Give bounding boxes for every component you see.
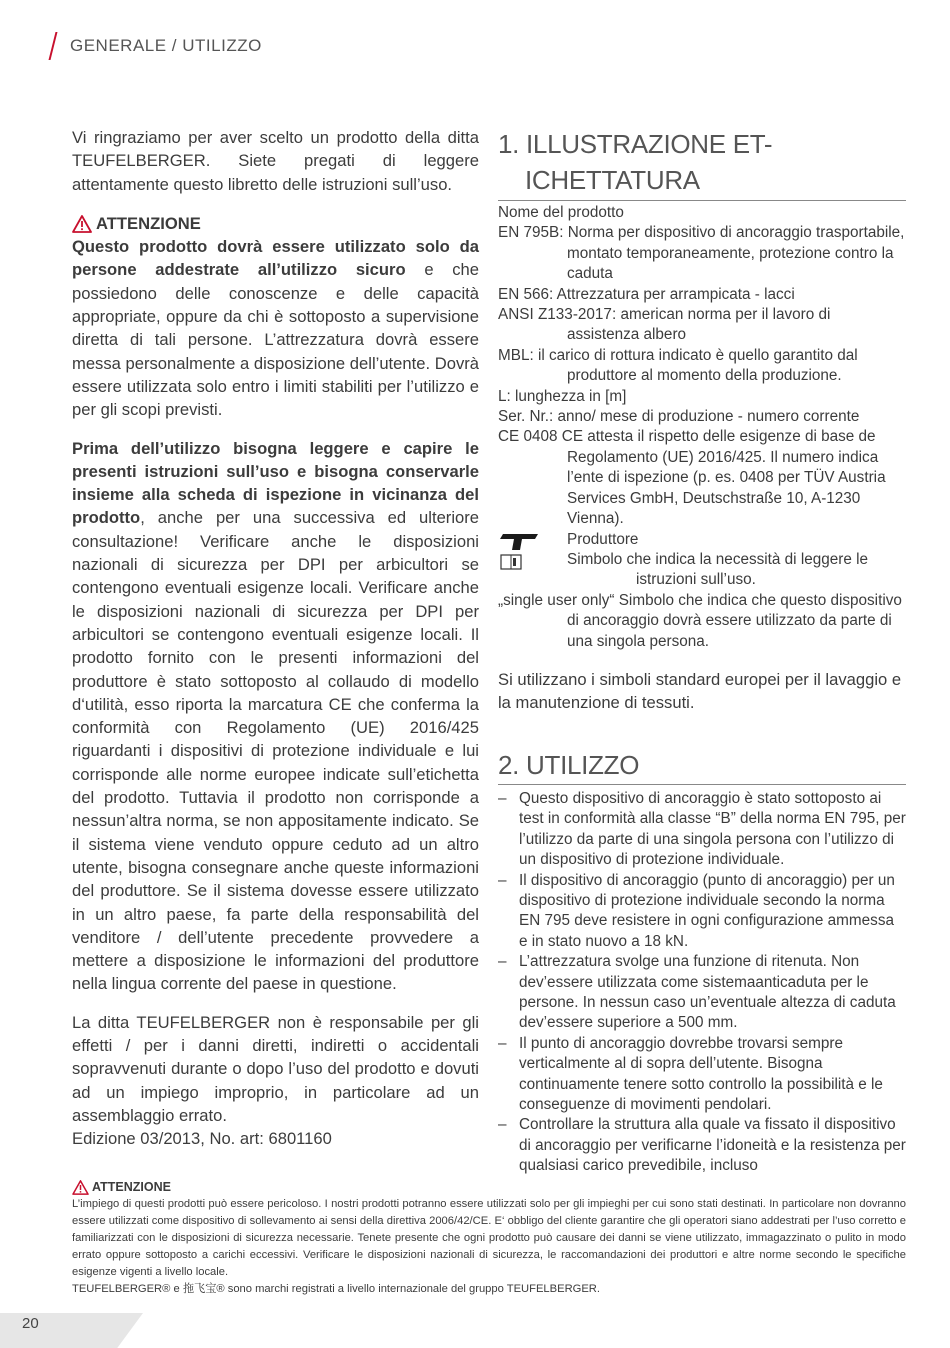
definition-item: EN 566: Attrezzatura per arrampicata - lacci [498,285,795,303]
list-item: – Il punto di ancoraggio dovrebbe trovarsi sempre verticalmente al di sopra dell’utente. Bisogna continuamente tenere sotto controllo la possibilità e le conseguenze di movimenti pendolari. [498,1034,883,1114]
edition-info: Edizione 03/2013, No. art: 6801160 [72,1129,332,1149]
liability-paragraph: La ditta TEUFELBERGER non è responsabile per gli effetti / per i danni diretti, indiretti o accidentali sopravvenuti durante o dopo l’uso del prodotto e dovuti ad un impiego improprio, in particolare ad un assemblaggio errato. [72,1012,479,1125]
definition-item: L: lunghezza in [m] [498,387,627,405]
definition-item: Nome del prodotto [498,204,624,221]
section1-title-line1: 1. ILLUSTRAZIONE ET- [498,129,773,159]
list-item: – Questo dispositivo di ancoraggio è stato sottoposto ai test in conformità alla classe “B” della norma EN 795, per l’utilizzo da parte di una singola persona con l’utilizzo di un dispositivo di protezione individuale. [498,789,906,869]
right-column [498,126,906,1177]
warning-triangle-icon [72,215,92,233]
section1-title-line2: ICHETTATURA [525,165,700,195]
list-item-text: Controllare la struttura alla quale va fissato il dispositivo di ancoraggio per verificarne l’idoneità e la resistenza per qualsiasi carico prevedibile, incluso [519,1116,906,1175]
header-accent-slash [49,32,58,60]
section1-title [498,126,906,201]
section-header: GENERALE / UTILIZZO [70,36,262,55]
definition-item: Ser. Nr.: anno/ mese di produzione - numero corrente [498,408,860,426]
warning-bold: Questo prodotto dovrà essere utilizzato solo da persone addestrate all’utilizzo sicuro [72,237,479,280]
instructions-bold: Prima dell’utilizzo bisogna leggere e capire le presenti istruzioni sull’uso e bisogna conservarle insieme alla scheda di ispezione in vicinanza del prodotto [72,438,479,528]
usage-instructions-paragraph [72,437,479,996]
producer-label: Produttore [567,530,639,548]
footer-warning-title: ATTENZIONE [92,1180,171,1194]
list-item: – Controllare la struttura alla quale va fissato il dispositivo di ancoraggio per verificarne l’idoneità e la resistenza per qualsiasi carico prevedibile, incluso [498,1116,906,1175]
list-item: – L’attrezzatura svolge una funzione di ritenuta. Non dev’essere utilizzata come sistemaanticaduta per le persone. In nessun caso un’eventuale altezza di caduta dev’essere superiore a 500 mm. [498,953,896,1032]
left-column [72,126,479,1150]
section2-title: 2. UTILIZZO [498,748,906,785]
standard-symbols-text: Si utilizzano i simboli standard europei per il lavaggio e la manutenzione di tessuti. [498,669,902,712]
warning-paragraph [72,235,479,421]
page-number: 20 [22,1315,39,1332]
warning-rest: e che possiedono delle conoscenze e delle capacità appropriate, oppure da chi è sottoposto a supervisione diretta di tali persone. L’attrezzatura dovrà essere messa personalmente a disposizione dell’utente. Dovrà essere utilizzata solo entro i limiti stabiliti per l’utilizzo e per gli scopi previsti. [72,260,479,420]
intro-paragraph: Vi ringraziamo per aver scelto un prodotto della ditta TEUFELBERGER. Siete pregati di leggere attentamente questo libretto delle istruzioni sull’uso. [72,128,479,194]
list-item-text: Il punto di ancoraggio dovrebbe trovarsi sempre verticalmente al di sopra dell’utente. Bisogna continuamente tenere sotto controllo la possibilità e le conseguenze di movimenti pendolari. [519,1034,883,1114]
single-user-definition: „single user only“ Simbolo che indica che questo dispositivo di ancoraggio dovrà essere utilizzato da parte di una singola persona. [498,591,902,650]
footer-warning [72,1179,906,1298]
definition-item: MBL: il carico di rottura indicato è quello garantito dal produttore al momento della produzione. [498,346,858,385]
definition-item: EN 795B: Norma per dispositivo di ancoraggio trasportabile, montato temporaneamente, protezione contro la caduta [498,224,905,283]
instructions-rest: , anche per una successiva ed ulteriore consultazione! Verificare anche le disposizioni nazionali di sicurezza per DPI per arbicultori se contengono eventuali esigenze locali. Verificare anche le disposizioni nazionali di sicurezza per DPI per arbicultori se contengono eventuali esigenze locali. Il prodotto fornito con le presenti informazioni del produttore è stato sottoposto al collaudo di modello d‘utilità, esso riporta la marcatura CE che conferma la conformità con Regolamento (UE) 2016/425 riguardanti i dispositivi di protezione individuale e lui corrisponde alle norme europee indicate sull’etichetta del prodotto. Tuttavia il prodotto non corrisponde a nessun’altra norma, se non appositamente indicato. Se il sistema viene venduto oppure ceduto ad un altro utente, bisogna consegnare anche queste informazioni del produttore. Se il sistema dovesse essere utilizzato in un altro paese, fa parte della responsabilità del venditore / dell’utente precedente provvedere a mettere a disposizione le informazioni del produttore nella lingua corrente del paese in questione. [72,508,479,994]
list-item-text: Il dispositivo di ancoraggio (punto di ancoraggio) per un dispositivo di protezione individuale secondo la norma EN 795 deve resistere in ogni configurazione ammessa e in stato nuovo a 18 kN. [519,871,895,950]
usage-list [498,789,906,1177]
list-item: – Il dispositivo di ancoraggio (punto di ancoraggio) per un dispositivo di protezione individuale secondo la norma EN 795 deve resistere in ogni configurazione ammessa e in stato nuovo a 18 kN. [498,871,895,950]
warning-title: ATTENZIONE [96,213,201,233]
symbol-definitions [498,530,906,591]
list-item-text: Questo dispositivo di ancoraggio è stato sottoposto ai test in conformità alla classe “B” della norma EN 795, per l’utilizzo da parte di una singola persona con l’utilizzo di un dispositivo di protezione individuale. [519,789,906,869]
warning-triangle-icon [72,1180,89,1195]
definition-item: ANSI Z133-2017: american norma per il lavoro di assistenza albero [498,306,831,344]
read-symbol-text: Simbolo che indica la necessità di leggere le istruzioni sull’uso. [567,550,869,589]
read-instructions-icon [500,554,522,570]
label-definitions [498,203,906,652]
definition-item: CE 0408 CE attesta il rispetto delle esigenze di base de Regolamento (UE) 2016/425. Il numero indica l’ente di ispezione (p. es. 0408 per TÜV Austria Services GmbH, Deutschstraße 10, A-1230 Vienna). [498,428,886,528]
footer-warning-heading [72,1179,906,1196]
footer-warning-text: L’impiego di questi prodotti può essere pericoloso. I nostri prodotti potranno essere utilizzati solo per gli impieghi per cui sono stati destinati. In particolare non dovranno essere utilizzati come dispositivo di sollevamento ai sensi della direttiva 2006/42/CE. E‘ obbligo del cliente garantire che gli operatori siano addestrati per l’uso corretto e familiarizzati con le disposizioni di sicurezza necessarie. Tenete presente che ogni prodotto può causare dei danni se viene utilizzato, immagazzinato o pulito in modo errato oppure sottoposto a carichi eccessivi. Verificare le disposizioni nazionali di sicurezza, le raccomandazioni dei produttori e altre norme secondo le specifiche esigenze vigenti a livello locale. [72,1198,906,1278]
warning-heading [72,212,479,235]
trademark-notice: TEUFELBERGER® e 拖飞宝® sono marchi registrati a livello internazionale del gruppo TEUFELBERGER. [72,1283,600,1295]
teufelberger-logo [500,534,538,550]
list-item-text: L’attrezzatura svolge una funzione di ritenuta. Non dev’essere utilizzata come sistemaanticaduta per le persone. In nessun caso un’eventuale altezza di caduta dev’essere superiore a 500 mm. [519,953,896,1032]
